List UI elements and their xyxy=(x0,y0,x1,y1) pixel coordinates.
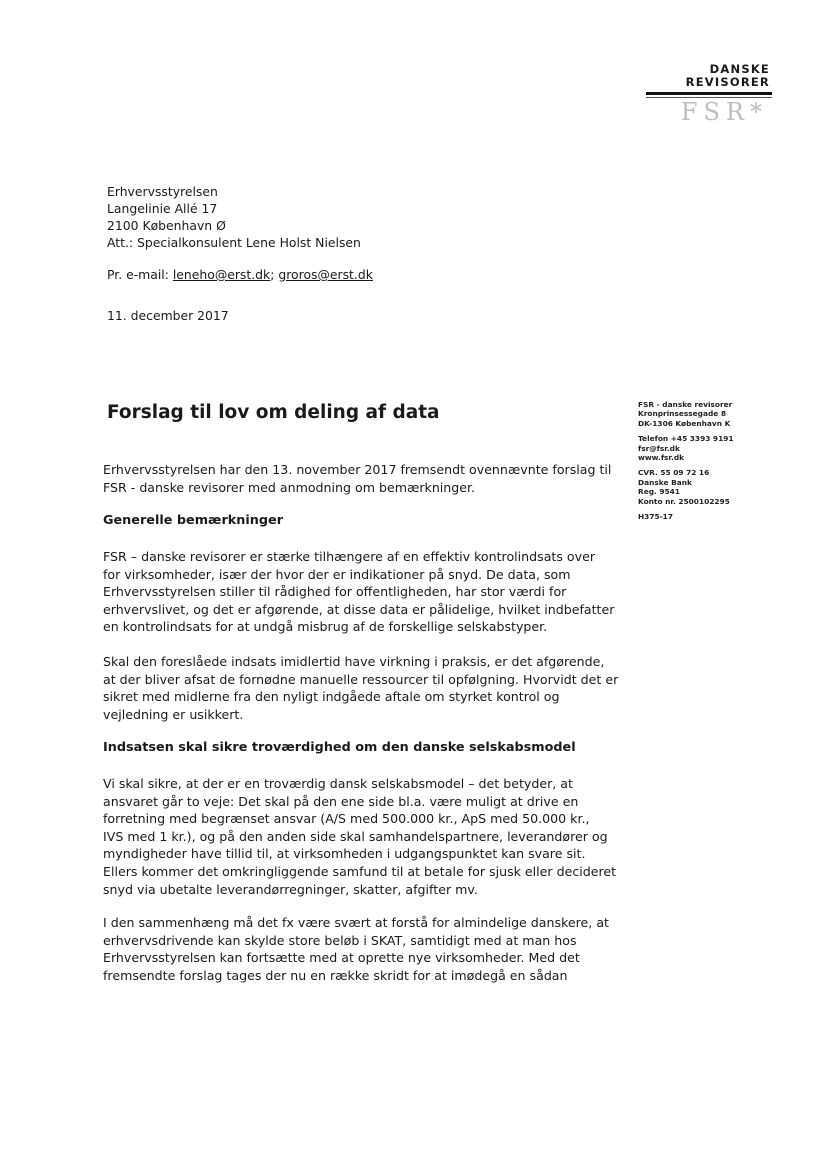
text-line: FSR - danske revisorer med anmodning om bemærkninger. xyxy=(103,479,476,495)
reference-code: H375-17 xyxy=(638,512,673,522)
section-heading-selskabsmodel: Indsatsen skal sikre troværdighed om den danske selskabsmodel xyxy=(103,740,576,755)
text-line: Skal den foreslåede indsats imidlertid have virkning i praksis, er det afgørende, xyxy=(103,654,605,669)
email-link-2[interactable]: groros@erst.dk xyxy=(278,267,373,282)
text-line: sikret med midlerne fra den nyligt indgåede aftale om styrket kontrol og xyxy=(103,689,560,705)
text-line: erhvervslivet, og det er afgørende, at disse data er pålidelige, hvilket indbefatter xyxy=(103,601,615,617)
section-heading-general: Generelle bemærkninger xyxy=(103,513,284,528)
email-separator: ; xyxy=(270,267,279,282)
text-line: erhvervsdrivende kan skylde store beløb i SKAT, samtidigt med at man hos xyxy=(103,932,577,948)
text-line: FSR – danske revisorer er stærke tilhængere af en effektiv kontrolindsats over xyxy=(103,549,596,564)
logo-mark: FSR* xyxy=(680,98,768,126)
document-title: Forslag til lov om deling af data xyxy=(107,402,440,423)
text-line: Erhvervsstyrelsen stiller til rådighed for offentligheden, har stor værdi for xyxy=(103,584,567,600)
text-line: I den sammenhæng må det fx være svært at forstå for almindelige danskere, at xyxy=(103,915,609,930)
letter-date: 11. december 2017 xyxy=(107,308,229,323)
address-line: 2100 København Ø xyxy=(107,218,226,233)
address-line: Langelinie Allé 17 xyxy=(107,201,218,216)
sender-street: Kronprinsessegade 8 xyxy=(638,409,726,419)
address-line: Att.: Specialkonsulent Lene Holst Nielsen xyxy=(107,235,361,250)
paragraph-4 xyxy=(103,914,609,984)
recipient-address xyxy=(107,183,361,251)
logo-line-1: DANSKE xyxy=(709,62,770,76)
paragraph-1 xyxy=(103,548,614,636)
text-line: Vi skal sikre, at der er en troværdig dansk selskabsmodel – det betyder, at xyxy=(103,776,573,791)
text-line: Erhvervsstyrelsen har den 13. november 2017 fremsendt ovennævnte forslag til xyxy=(103,462,612,477)
text-line: for virksomheder, især der hvor der er indikationer på snyd. De data, som xyxy=(103,566,571,582)
sender-info xyxy=(638,400,788,521)
address-line: Erhvervsstyrelsen xyxy=(107,184,218,199)
text-line: forretning med begrænset ansvar (A/S med 500.000 kr., ApS med 50.000 kr., xyxy=(103,811,590,827)
email-link-1[interactable]: leneho@erst.dk xyxy=(172,267,271,282)
sender-cvr: CVR. 55 09 72 16 xyxy=(638,468,710,478)
sender-org: FSR - danske revisorer xyxy=(638,400,733,409)
sender-city: DK-1306 København K xyxy=(638,418,731,428)
email-prefix: Pr. e-mail: xyxy=(107,267,173,282)
paragraph-3 xyxy=(103,775,616,898)
sender-bank: Danske Bank xyxy=(638,477,692,487)
text-line: fremsendte forslag tages der nu en række skridt for at imødegå en sådan xyxy=(103,967,568,983)
paragraph-2 xyxy=(103,653,618,723)
email-line xyxy=(107,267,373,282)
intro-paragraph xyxy=(103,461,611,496)
text-line: vejledning er usikkert. xyxy=(103,706,244,722)
text-line: snyd via ubetalte leverandørregninger, skatter, afgifter mv. xyxy=(103,881,478,897)
text-line: Erhvervsstyrelsen kan fortsætte med at oprette nye virksomheder. Med det xyxy=(103,950,580,966)
fsr-logo xyxy=(640,62,772,128)
sender-account: Konto nr. 2500102295 xyxy=(638,496,730,506)
text-line: ansvaret går to veje: Det skal på den ene side bl.a. være muligt at drive en xyxy=(103,793,579,809)
text-line: Ellers kommer det omkringliggende samfund til at betale for sjusk eller decideret xyxy=(103,863,617,879)
text-line: myndigheder have tillid til, at virksomheden i udgangspunktet kan svare sit. xyxy=(103,846,586,862)
text-line: en kontrolindsats for at undgå misbrug af de forskellige selskabstyper. xyxy=(103,619,548,635)
text-line: at der bliver afsat de fornødne manuelle ressourcer til opfølgning. Hvorvidt det er xyxy=(103,671,619,687)
sender-web: www.fsr.dk xyxy=(638,453,685,463)
logo-line-2: REVISORER xyxy=(685,75,770,89)
logo-rule xyxy=(646,92,772,95)
sender-reg: Reg. 9541 xyxy=(638,487,680,497)
sender-email: fsr@fsr.dk xyxy=(638,443,680,453)
text-line: IVS med 1 kr.), og på den anden side skal samhandelspartnere, leverandører og xyxy=(103,828,608,844)
sender-phone: Telefon +45 3393 9191 xyxy=(638,434,734,444)
